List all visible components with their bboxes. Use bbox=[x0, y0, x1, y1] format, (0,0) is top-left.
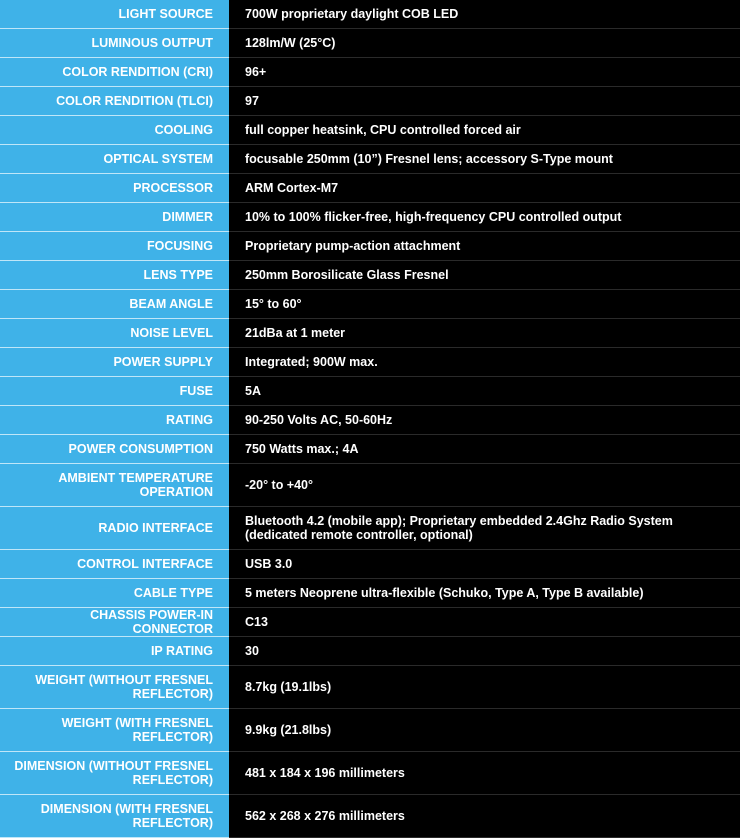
spec-value: 21dBa at 1 meter bbox=[229, 319, 740, 348]
spec-label: LUMINOUS OUTPUT bbox=[0, 29, 229, 58]
spec-value: 5A bbox=[229, 377, 740, 406]
spec-value: 9.9kg (21.8lbs) bbox=[229, 709, 740, 752]
spec-value: C13 bbox=[229, 608, 740, 637]
spec-value: 562 x 268 x 276 millimeters bbox=[229, 795, 740, 838]
spec-label: CONTROL INTERFACE bbox=[0, 550, 229, 579]
spec-value: ARM Cortex-M7 bbox=[229, 174, 740, 203]
spec-label: LIGHT SOURCE bbox=[0, 0, 229, 29]
spec-label: FOCUSING bbox=[0, 232, 229, 261]
spec-value: 750 Watts max.; 4A bbox=[229, 435, 740, 464]
spec-label: CHASSIS POWER-IN CONNECTOR bbox=[0, 608, 229, 637]
spec-label: OPTICAL SYSTEM bbox=[0, 145, 229, 174]
spec-value: 481 x 184 x 196 millimeters bbox=[229, 752, 740, 795]
spec-value: -20° to +40° bbox=[229, 464, 740, 507]
spec-label: COOLING bbox=[0, 116, 229, 145]
spec-value: focusable 250mm (10”) Fresnel lens; accessory S-Type mount bbox=[229, 145, 740, 174]
spec-label: POWER SUPPLY bbox=[0, 348, 229, 377]
spec-label: NOISE LEVEL bbox=[0, 319, 229, 348]
spec-label: PROCESSOR bbox=[0, 174, 229, 203]
spec-value: Proprietary pump-action attachment bbox=[229, 232, 740, 261]
spec-value: Integrated; 900W max. bbox=[229, 348, 740, 377]
spec-label: RADIO INTERFACE bbox=[0, 507, 229, 550]
spec-label: IP RATING bbox=[0, 637, 229, 666]
spec-label: WEIGHT (WITHOUT FRESNEL REFLECTOR) bbox=[0, 666, 229, 709]
spec-value: 8.7kg (19.1lbs) bbox=[229, 666, 740, 709]
spec-label: RATING bbox=[0, 406, 229, 435]
spec-label: COLOR RENDITION (CRI) bbox=[0, 58, 229, 87]
spec-value: 700W proprietary daylight COB LED bbox=[229, 0, 740, 29]
spec-value: 250mm Borosilicate Glass Fresnel bbox=[229, 261, 740, 290]
spec-value: 5 meters Neoprene ultra-flexible (Schuko, Type A, Type B available) bbox=[229, 579, 740, 608]
spec-value: 96+ bbox=[229, 58, 740, 87]
spec-label: WEIGHT (WITH FRESNEL REFLECTOR) bbox=[0, 709, 229, 752]
spec-label: POWER CONSUMPTION bbox=[0, 435, 229, 464]
spec-value: 30 bbox=[229, 637, 740, 666]
spec-label: AMBIENT TEMPERATURE OPERATION bbox=[0, 464, 229, 507]
spec-value: 97 bbox=[229, 87, 740, 116]
spec-label: DIMENSION (WITHOUT FRESNEL REFLECTOR) bbox=[0, 752, 229, 795]
spec-value: USB 3.0 bbox=[229, 550, 740, 579]
spec-label: CABLE TYPE bbox=[0, 579, 229, 608]
spec-label: LENS TYPE bbox=[0, 261, 229, 290]
spec-value: Bluetooth 4.2 (mobile app); Proprietary embedded 2.4Ghz Radio System (dedicated remote controller, optional) bbox=[229, 507, 740, 550]
spec-label: FUSE bbox=[0, 377, 229, 406]
spec-label: DIMENSION (WITH FRESNEL REFLECTOR) bbox=[0, 795, 229, 838]
spec-label: DIMMER bbox=[0, 203, 229, 232]
spec-label: BEAM ANGLE bbox=[0, 290, 229, 319]
spec-value: 15° to 60° bbox=[229, 290, 740, 319]
spec-value: full copper heatsink, CPU controlled forced air bbox=[229, 116, 740, 145]
spec-value: 90-250 Volts AC, 50-60Hz bbox=[229, 406, 740, 435]
spec-label: COLOR RENDITION (TLCI) bbox=[0, 87, 229, 116]
spec-value: 128lm/W (25°C) bbox=[229, 29, 740, 58]
spec-value: 10% to 100% flicker-free, high-frequency CPU controlled output bbox=[229, 203, 740, 232]
